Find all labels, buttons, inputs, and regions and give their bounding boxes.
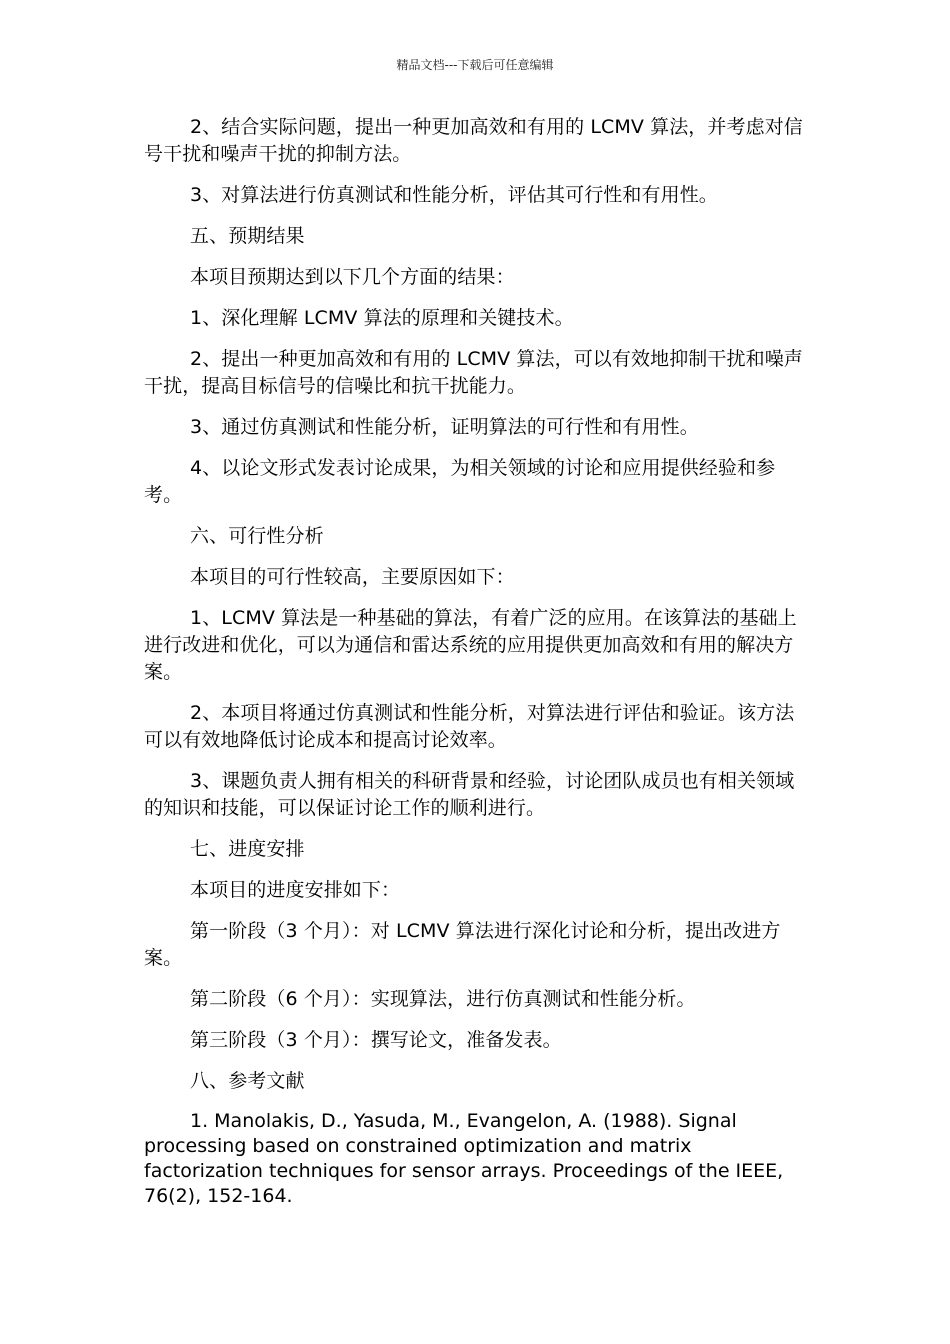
page-header: 精品文档---下载后可任意编辑 [396, 58, 554, 72]
paragraph-result-2: 2、提出一种更加高效和有用的 LCMV 算法，可以有效地抑制干扰和噪声干扰，提高目标信号的信噪比和抗干扰能力。 [144, 348, 803, 397]
paragraph-stage-2: 第二阶段（6 个月）：实现算法，进行仿真测试和性能分析。 [190, 988, 696, 1010]
paragraph-stage-1: 第一阶段（3 个月）：对 LCMV 算法进行深化讨论和分析，提出改进方案。 [144, 920, 781, 969]
paragraph-results-intro: 本项目预期达到以下几个方面的结果： [190, 266, 515, 288]
paragraph-feasibility-intro: 本项目的可行性较高，主要原因如下： [190, 566, 515, 588]
paragraph-feasibility-2: 2、本项目将通过仿真测试和性能分析，对算法进行评估和验证。该方法可以有效地降低讨论成本和提高讨论效率。 [144, 702, 795, 751]
paragraph-objective-2: 2、结合实际问题，提出一种更加高效和有用的 LCMV 算法，并考虑对信号干扰和噪声干扰的抑制方法。 [144, 116, 803, 165]
paragraph-result-4: 4、以论文形式发表讨论成果，为相关领域的讨论和应用提供经验和参考。 [144, 457, 776, 506]
section-heading-schedule: 七、进度安排 [190, 838, 305, 860]
document-body [144, 114, 806, 1209]
paragraph-feasibility-3: 3、课题负责人拥有相关的科研背景和经验，讨论团队成员也有相关领域的知识和技能，可以保证讨论工作的顺利进行。 [144, 770, 795, 819]
paragraph-result-1: 1、深化理解 LCMV 算法的原理和关键技术。 [190, 307, 574, 329]
reference-item-1: 1. Manolakis, D., Yasuda, M., Evangelon, A. (1988). Signal processing based on constrained optimization and matrix factorization techniques for sensor arrays. Proceedings of the IEEE, 76(2), 152-164. [144, 1110, 784, 1207]
section-heading-feasibility: 六、可行性分析 [190, 525, 324, 547]
paragraph-result-3: 3、通过仿真测试和性能分析，证明算法的可行性和有用性。 [190, 416, 699, 438]
paragraph-schedule-intro: 本项目的进度安排如下： [190, 879, 401, 901]
section-heading-expected-results: 五、预期结果 [190, 225, 305, 247]
paragraph-feasibility-1: 1、LCMV 算法是一种基础的算法，有着广泛的应用。在该算法的基础上进行改进和优化，可以为通信和雷达系统的应用提供更加高效和有用的解决方案。 [144, 607, 797, 683]
paragraph-stage-3: 第三阶段（3 个月）：撰写论文，准备发表。 [190, 1029, 562, 1051]
paragraph-objective-3: 3、对算法进行仿真测试和性能分析，评估其可行性和有用性。 [190, 184, 718, 206]
section-heading-references: 八、参考文献 [190, 1070, 305, 1092]
